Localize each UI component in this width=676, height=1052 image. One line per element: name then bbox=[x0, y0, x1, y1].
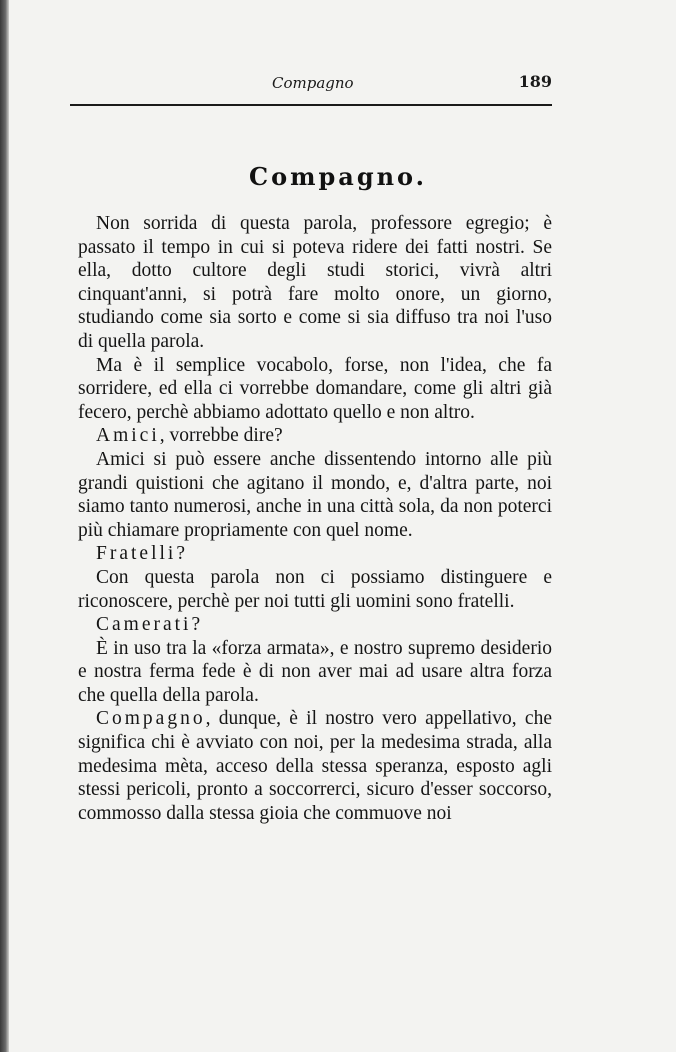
body-text bbox=[78, 212, 552, 825]
header-rule bbox=[70, 104, 552, 106]
running-title: Compagno bbox=[272, 74, 354, 92]
paragraph-1: Non sorrida di questa parola, professore egregio; è passato il tempo in cui si poteva ridere dei fatti nostri. Se ella, dotto cultore degli studi storici, vivrà altri cinquant'anni, si potrà fare molto onore, un giorno, studiando come sia sorto e come si sia diffuso tra noi l'uso di quella parola. bbox=[78, 213, 552, 352]
paragraph-8: È in uso tra la «forza armata», e nostro supremo desiderio e nostra ferma fede è di non aver mai ad usare altra forza che quella della parola. bbox=[78, 637, 552, 706]
paragraph-4: Amici si può essere anche dissentendo intorno alle più grandi quistioni che agitano il mondo, e, d'altra parte, noi siamo tanto numerosi, anche in una città sola, da non poterci più chiamare propriamente con quel nome. bbox=[78, 448, 552, 541]
keyword-fratelli: Fratelli? bbox=[96, 543, 188, 565]
paragraph-9-rest: , dunque, è il nostro vero appellativo, che significa chi è avviato con noi, per la medesima strada, alla medesima mèta, acceso della stessa speranza, esposto agli stessi pericoli, pronto a soccorrerci, sicuro d'esser soccorso, commosso dalla stessa gioia che commuove noi bbox=[78, 708, 552, 824]
paragraph-9 bbox=[78, 707, 552, 825]
paragraph-3-rest: , vorrebbe dire? bbox=[159, 425, 283, 447]
keyword-amici: Amici bbox=[96, 425, 160, 447]
running-head bbox=[72, 70, 552, 102]
binding-edge bbox=[0, 0, 9, 1052]
paragraph-5 bbox=[78, 542, 552, 566]
paragraph-6: Con questa parola non ci possiamo distinguere e riconoscere, perchè per noi tutti gli uomini sono fratelli. bbox=[78, 566, 552, 612]
paragraph-3 bbox=[78, 424, 552, 448]
keyword-compagno: Compagno bbox=[96, 708, 206, 730]
paragraph-7 bbox=[78, 613, 552, 637]
chapter-title: Compagno. bbox=[248, 162, 427, 191]
paragraph-2: Ma è il semplice vocabolo, forse, non l'idea, che fa sorridere, ed ella ci vorrebbe domandare, come gli altri già fecero, perchè abbiamo adottato quello e non altro. bbox=[78, 354, 552, 423]
keyword-camerati: Camerati? bbox=[96, 614, 204, 636]
page-number: 189 bbox=[518, 72, 552, 91]
